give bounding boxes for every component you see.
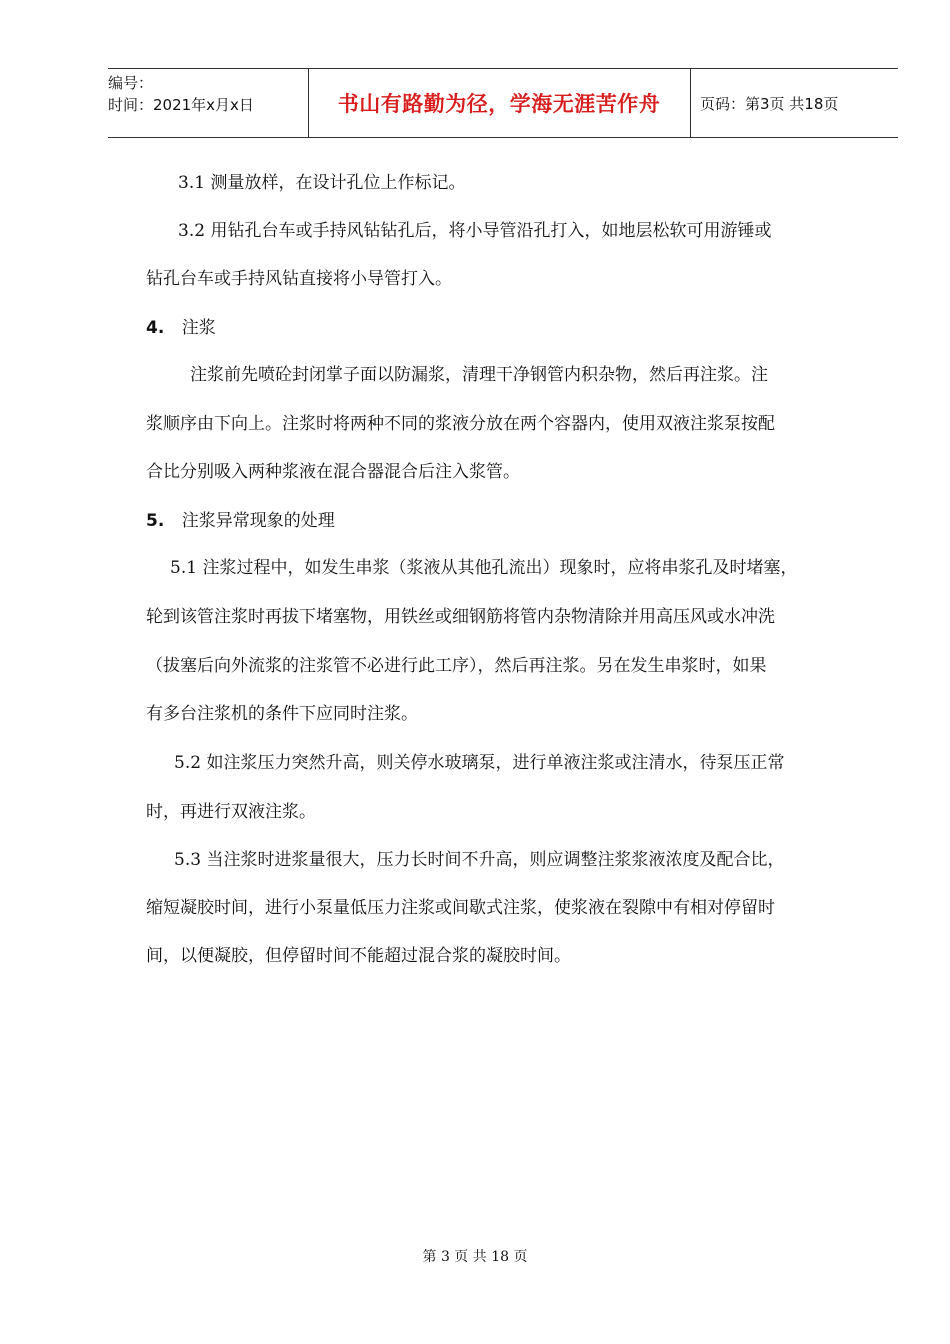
paragraph-line: 3.1 测量放样，在设计孔位上作标记。 <box>178 173 466 193</box>
section-title: 注浆 <box>181 318 216 338</box>
paragraph-line: 5.1 注浆过程中，如发生串浆（浆液从其他孔流出）现象时，应将串浆孔及时堵塞， <box>170 558 798 578</box>
page-footer-number: 第 3 页 共 18 页 <box>422 1249 528 1265</box>
header-page-number: 页码：第3页 共18页 <box>700 94 839 113</box>
paragraph-line: 5.2 如注浆压力突然升高，则关停水玻璃泵，进行单液注浆或注清水，待泵压正常 <box>174 753 785 773</box>
paragraph-line: 3.2 用钻孔台车或手持风钻钻孔后，将小导管沿孔打入，如地层松软可用游锤或 <box>178 221 772 241</box>
section-heading-4 <box>146 313 216 338</box>
paragraph-line: 缩短凝胶时间，进行小泵量低压力注浆或间歇式注浆，使浆液在裂隙中有相对停留时 <box>146 898 775 918</box>
paragraph-line: 合比分别吸入两种浆液在混合器混合后注入浆管。 <box>146 462 520 482</box>
header-divider <box>690 69 691 137</box>
paragraph-line: 有多台注浆机的条件下应同时注浆。 <box>146 704 418 724</box>
paragraph-line: 注浆前先喷砼封闭掌子面以防漏浆，清理干净钢管内积杂物，然后再注浆。注 <box>190 365 768 385</box>
paragraph-line: 时，再进行双液注浆。 <box>146 802 316 822</box>
paragraph-line: 间，以便凝胶，但停留时间不能超过混合浆的凝胶时间。 <box>146 946 571 966</box>
page-header <box>108 68 898 138</box>
paragraph-line: 浆顺序由下向上。注浆时将两种不同的浆液分放在两个容器内，使用双液注浆泵按配 <box>146 414 775 434</box>
section-title: 注浆异常现象的处理 <box>181 511 335 531</box>
document-time-label: 时间：2021年x月x日 <box>108 96 254 114</box>
header-meta <box>108 69 308 140</box>
section-heading-5 <box>146 506 335 531</box>
paragraph-line: 轮到该管注浆时再拔下堵塞物，用铁丝或细钢筋将管内杂物清除并用高压风或水冲洗 <box>146 607 775 627</box>
header-motto: 书山有路勤为径，学海无涯苦作舟 <box>337 92 661 116</box>
paragraph-line: 5.3 当注浆时进浆量很大，压力长时间不升高，则应调整注浆浆液浓度及配合比， <box>174 850 785 870</box>
paragraph-line: 钻孔台车或手持风钻直接将小导管打入。 <box>146 269 452 289</box>
section-number: 5. <box>146 511 165 531</box>
document-number-label: 编号： <box>108 74 154 92</box>
paragraph-line: （拔塞后向外流浆的注浆管不必进行此工序），然后再注浆。另在发生串浆时，如果 <box>146 656 767 676</box>
section-number: 4. <box>146 318 165 338</box>
